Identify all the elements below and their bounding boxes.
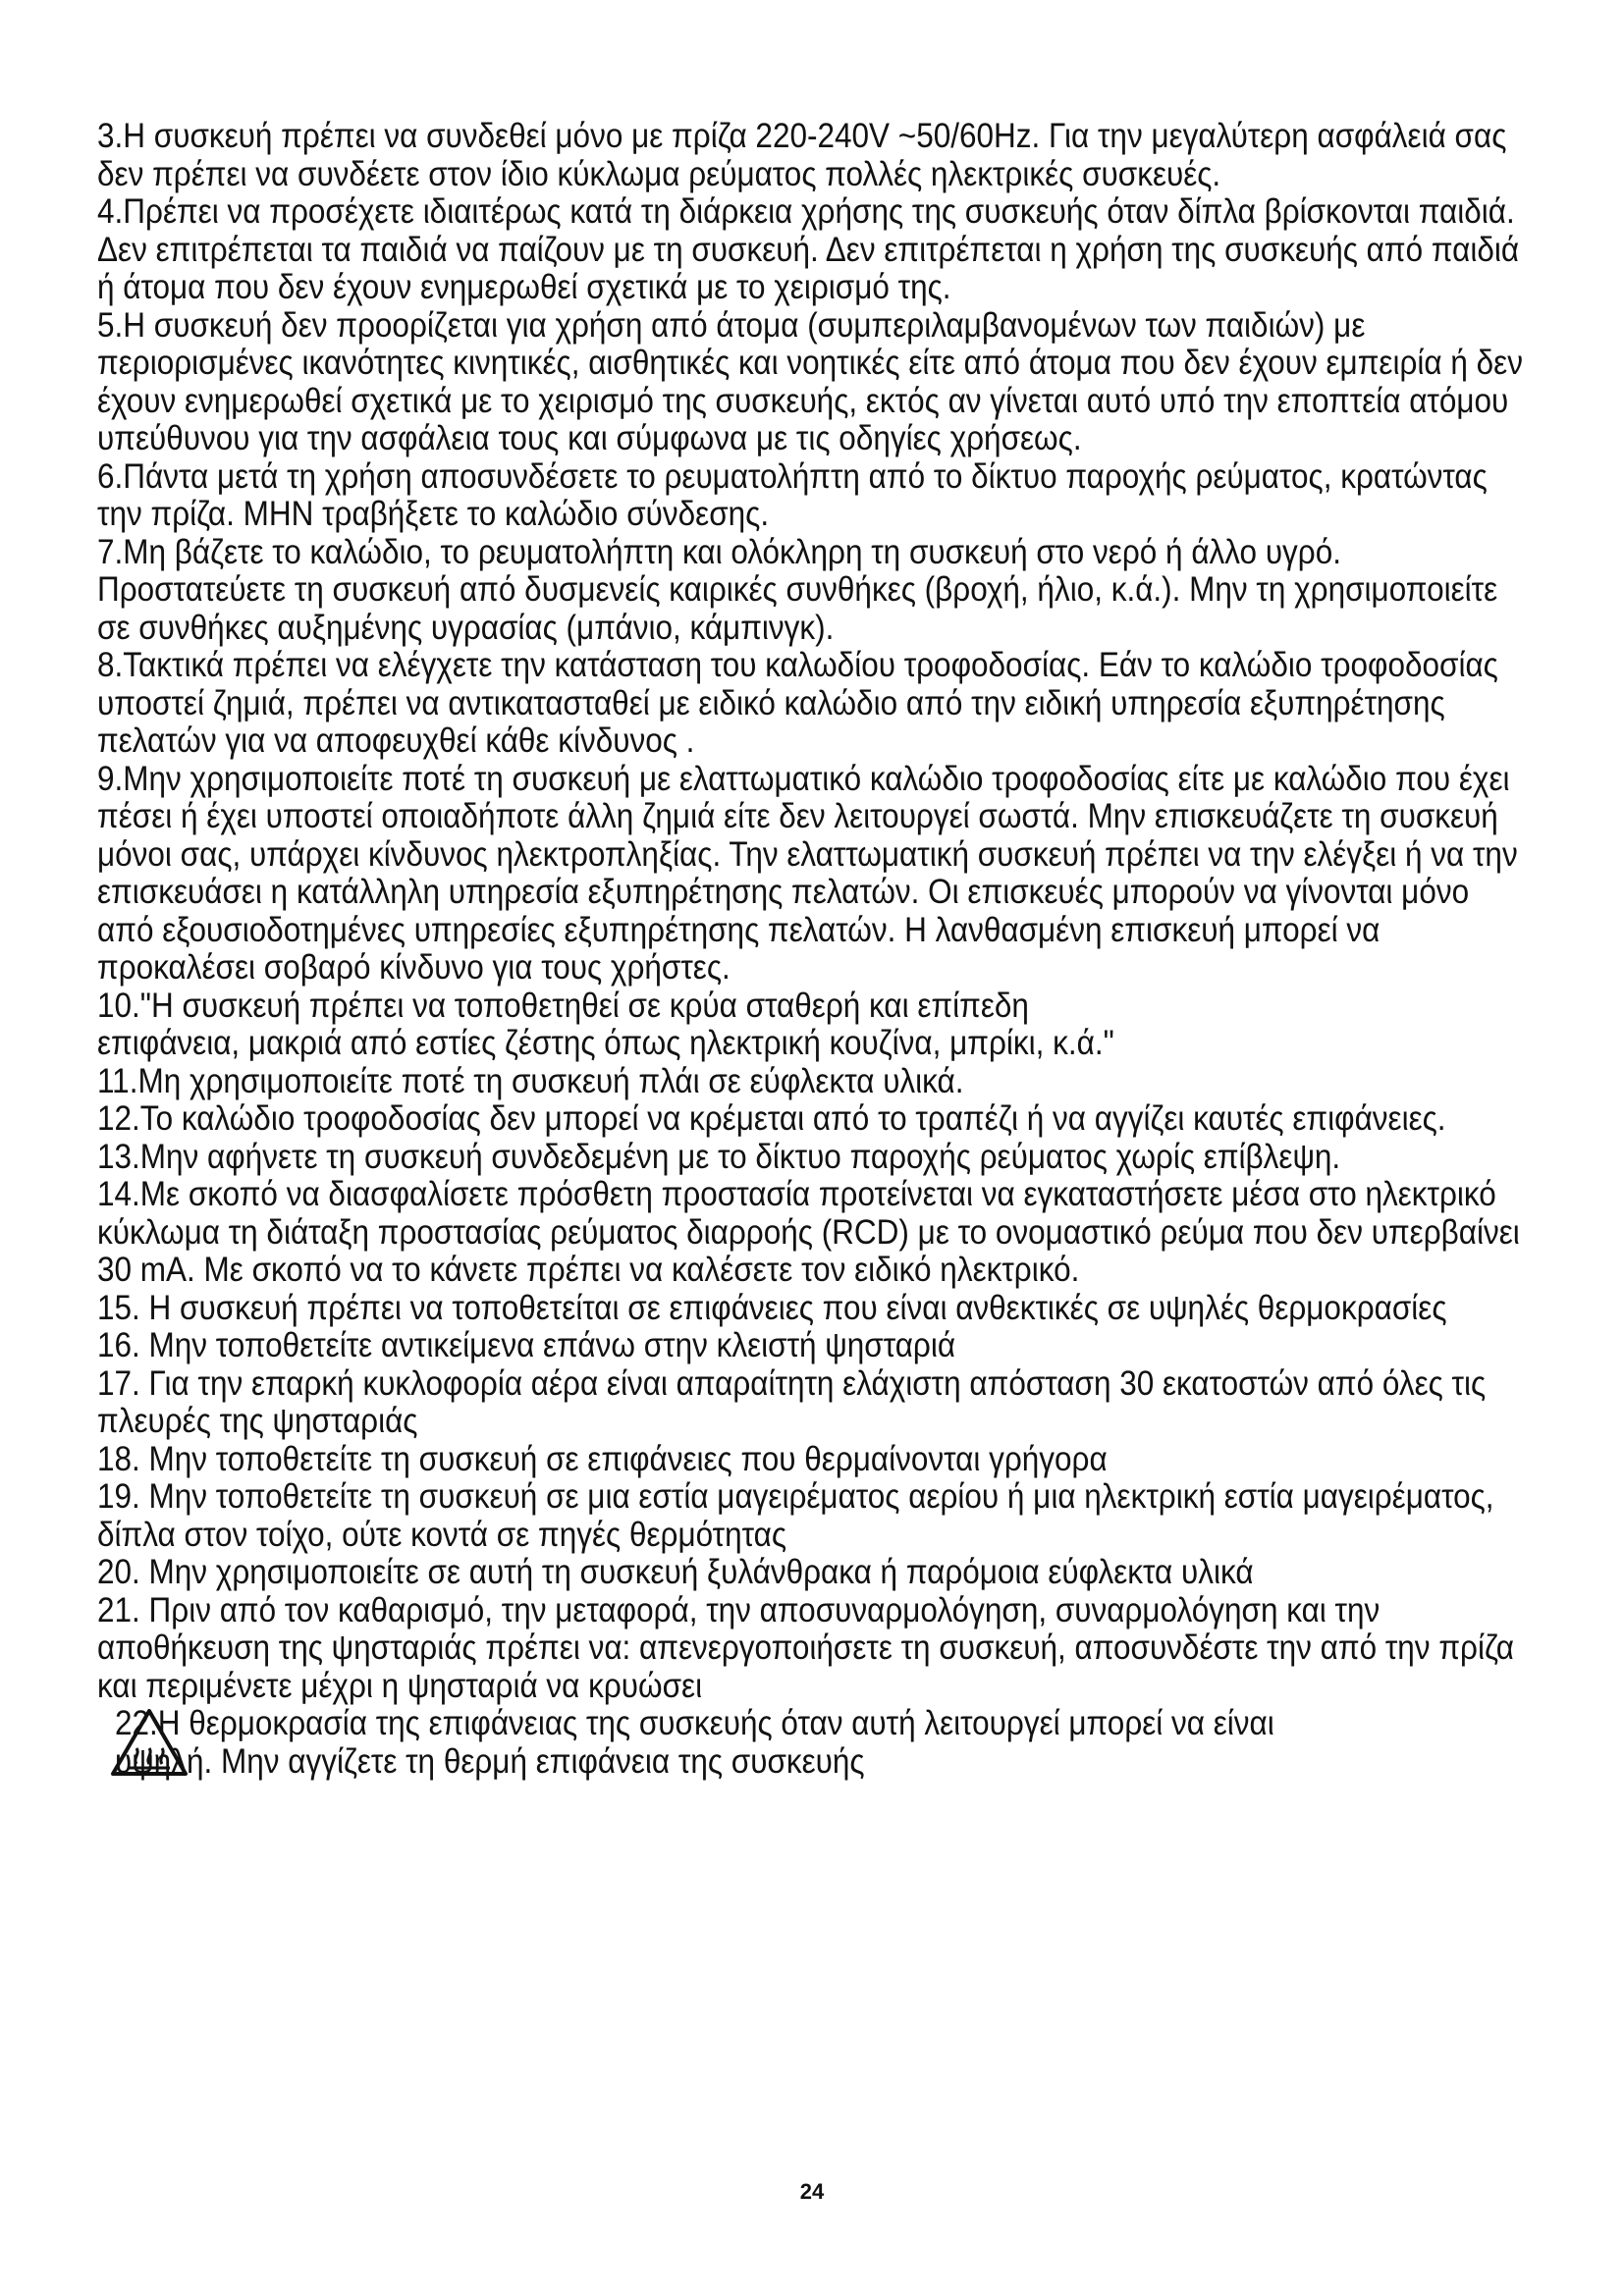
instruction-item-22: 22.Η θερμοκρασία της επιφάνειας της συσκευής όταν αυτή λειτουργεί μπορεί να είναι υψηλή. Μην αγγίζετε τη θερμή επιφάνεια της συσκευής [115, 1704, 1274, 1781]
warning-row [97, 1705, 1531, 1781]
page-number: 24 [799, 2179, 825, 2204]
instruction-item-8: 8.Τακτικά πρέπει να ελέγχετε την κατάσταση του καλωδίου τροφοδοσίας. Εάν το καλώδιο τροφοδοσίας υποστεί ζημιά, πρέπει να αντικατασταθεί με ειδικό καλώδιο από την ειδική υπηρεσία εξυπηρέτησης πελατών για να αποφευχθεί κάθε κίνδυνος . [97, 646, 1498, 760]
instruction-item-12: 12.Το καλώδιο τροφοδοσίας δεν μπορεί να κρέμεται από το τραπέζι ή να αγγίζει καυτές επιφάνειες. [97, 1099, 1446, 1138]
instructions-text [97, 118, 1531, 1781]
instruction-item-17: 17. Για την επαρκή κυκλοφορία αέρα είναι απαραίτητη ελάχιστη απόσταση 30 εκατοστών από όλες τις πλευρές της ψησταριάς [97, 1363, 1487, 1440]
instruction-item-11: 11.Μη χρησιμοποιείτε ποτέ τη συσκευή πλάι σε εύφλεκτα υλικά. [97, 1061, 964, 1100]
instruction-item-10: 10."Η συσκευή πρέπει να τοποθετηθεί σε κρύα σταθερή και επίπεδη επιφάνεια, μακριά από εστίες ζέστης όπως ηλεκτρική κουζίνα, μπρίκι, κ.ά." [97, 986, 1114, 1062]
instruction-item-6: 6.Πάντα μετά τη χρήση αποσυνδέσετε το ρευματολήπτη από το δίκτυο παροχής ρεύματος, κρατώντας την πρίζα. ΜΗΝ τραβήξετε το καλώδιο σύνδεσης. [97, 456, 1488, 533]
instruction-item-13: 13.Μην αφήνετε τη συσκευή συνδεδεμένη με το δίκτυο παροχής ρεύματος χωρίς επίβλεψη. [97, 1137, 1341, 1176]
instruction-item-15: 15. Η συσκευή πρέπει να τοποθετείται σε επιφάνειες που είναι ανθεκτικές σε υψηλές θερμοκρασίες [97, 1288, 1447, 1327]
instruction-item-7: 7.Μη βάζετε το καλώδιο, το ρευματολήπτη και ολόκληρη τη συσκευή στο νερό ή άλλο υγρό. Προστατεύετε τη συσκευή από δυσμενείς καιρικές συνθήκες (βροχή, ήλιο, κ.ά.). Μην τη χρησιμοποιείτε σε συνθήκες αυξημένης υγρασίας (μπάνιο, κάμπινγκ). [97, 532, 1498, 647]
instruction-item-20: 20. Μην χρησιμοποιείτε σε αυτή τη συσκευή ξυλάνθρακα ή παρόμοια εύφλεκτα υλικά [97, 1553, 1254, 1591]
instruction-item-4: 4.Πρέπει να προσέχετε ιδιαιτέρως κατά τη διάρκεια χρήσης της συσκευής όταν δίπλα βρίσκονται παιδιά. Δεν επιτρέπεται τα παιδιά να παίζουν με τη συσκευή. Δεν επιτρέπεται η χρήση της συσκευής από παιδιά ή άτομα που δεν έχουν ενημερωθεί σχετικά με το χειρισμό της. [97, 192, 1520, 306]
instruction-item-21: 21. Πριν από τον καθαρισμό, την μεταφορά, την αποσυναρμολόγηση, συναρμολόγηση και την αποθήκευση της ψησταριάς πρέπει να: απενεργοποιήσετε τη συσκευή, αποσυνδέστε την από την πρίζα και περιμένετε μέχρι η ψησταριά να κρυώσει [97, 1590, 1514, 1705]
instruction-item-5: 5.Η συσκευή δεν προορίζεται για χρήση από άτομα (συμπεριλαμβανομένων των παιδιών) με περιορισμένες ικανότητες κινητικές, αισθητικές και νοητικές είτε από άτομα που δεν έχουν εμπειρία ή δεν έχουν ενημερωθεί σχετικά με το χειρισμό της συσκευής, εκτός αν γίνεται αυτό υπό την εποπτεία ατόμου υπεύθυνου για την ασφάλεια τους και σύμφωνα με τις οδηγίες χρήσεως. [97, 305, 1523, 457]
instruction-item-9: 9.Μην χρησιμοποιείτε ποτέ τη συσκευή με ελαττωματικό καλώδιο τροφοδοσίας είτε με καλώδιο που έχει πέσει ή έχει υποστεί οποιαδήποτε άλλη ζημιά είτε δεν λειτουργεί σωστά. Μην επισκευάζετε τη συσκευή μόνοι σας, υπάρχει κίνδυνος ηλεκτροπληξίας. Την ελαττωματική συσκευή πρέπει να την ελέγξει ή να την επισκευάσει η κατάλληλη υπηρεσία εξυπηρέτησης πελατών. Οι επισκευές μπορούν να γίνονται μόνο από εξουσιοδοτημένες υπηρεσίες εξυπηρέτησης πελατών. Η λανθασμένη επισκευή μπορεί να προκαλέσει σοβαρό κίνδυνο για τους χρήστες. [97, 759, 1518, 987]
instruction-item-18: 18. Μην τοποθετείτε τη συσκευή σε επιφάνειες που θερμαίνονται γρήγορα [97, 1439, 1108, 1478]
instruction-item-14: 14.Με σκοπό να διασφαλίσετε πρόσθετη προστασία προτείνεται να εγκαταστήσετε μέσα στο ηλεκτρικό κύκλωμα τη διάταξη προστασίας ρεύματος διαρροής (RCD) με το ονομαστικό ρεύμα που δεν υπερβαίνει 30 mA. Με σκοπό να το κάνετε πρέπει να καλέσετε τον ειδικό ηλεκτρικό. [97, 1175, 1520, 1289]
instruction-item-3: 3.Η συσκευή πρέπει να συνδεθεί μόνο με πρίζα 220-240V ~50/60Hz. Για την μεγαλύτερη ασφάλειά σας δεν πρέπει να συνδέετε στον ίδιο κύκλωμα ρεύματος πολλές ηλεκτρικές συσκευές. [97, 117, 1507, 193]
instruction-item-19: 19. Μην τοποθετείτε τη συσκευή σε μια εστία μαγειρέματος αερίου ή μια ηλεκτρική εστία μαγειρέματος, δίπλα στον τοίχο, ούτε κοντά σε πηγές θερμότητας [97, 1477, 1494, 1554]
instruction-item-16: 16. Μην τοποθετείτε αντικείμενα επάνω στην κλειστή ψησταριά [97, 1326, 956, 1364]
